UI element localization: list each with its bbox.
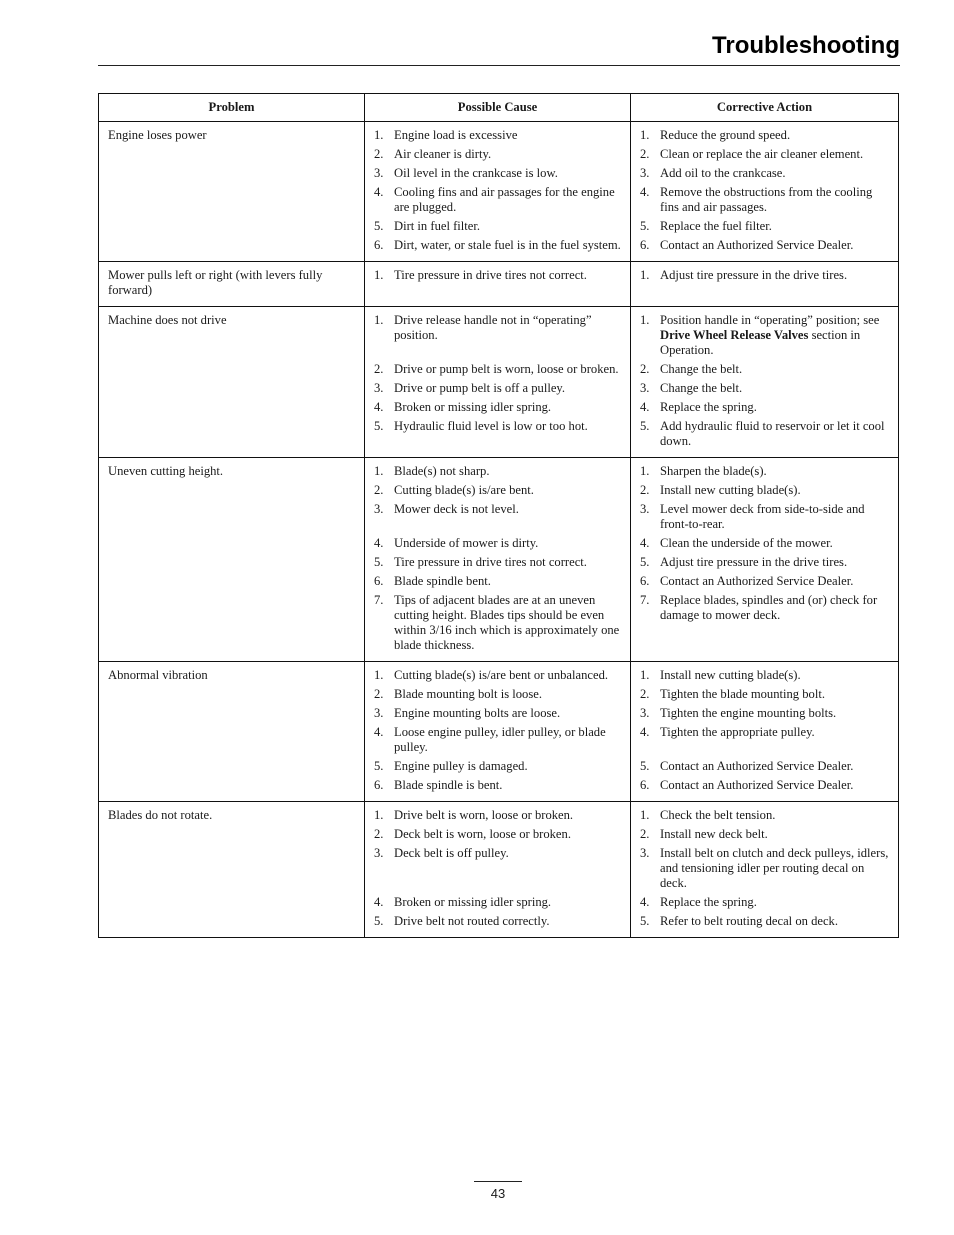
cause-text: Blade mounting bolt is loose. xyxy=(394,687,542,701)
item-number: 4. xyxy=(374,895,384,909)
item-number: 3. xyxy=(374,846,384,860)
item-number: 5. xyxy=(374,419,384,433)
column-header-corrective-action: Corrective Action xyxy=(631,94,899,122)
cause-text: Tips of adjacent blades are at an uneven cutting height. Blades tips should be even within 3/16 inch which is approximately one blade thickness. xyxy=(394,593,620,652)
cause-text: Air cleaner is dirty. xyxy=(394,147,492,161)
cause-text: Cutting blade(s) is/are bent. xyxy=(394,483,534,497)
action-text: Replace blades, spindles and (or) check for damage to mower deck. xyxy=(660,593,878,622)
action-item xyxy=(640,536,890,551)
cause-item xyxy=(374,706,622,721)
cause-text: Drive or pump belt is off a pulley. xyxy=(394,381,566,395)
cause-text: Drive belt not routed correctly. xyxy=(394,914,550,928)
item-number: 2. xyxy=(374,827,384,841)
corrective-action-cell xyxy=(631,662,899,802)
problem-cell xyxy=(99,802,365,938)
item-number: 5. xyxy=(374,759,384,773)
action-item xyxy=(640,808,890,823)
item-number: 6. xyxy=(640,778,650,792)
item-number: 1. xyxy=(640,313,650,327)
table-row xyxy=(99,307,899,458)
problem-text: Abnormal vibration xyxy=(108,668,208,682)
item-number: 1. xyxy=(374,128,384,142)
table-row xyxy=(99,122,899,262)
problem-cell xyxy=(99,662,365,802)
action-item xyxy=(640,502,890,532)
action-text: Contact an Authorized Service Dealer. xyxy=(660,238,854,252)
item-number: 4. xyxy=(374,725,384,739)
item-number: 5. xyxy=(640,555,650,569)
cause-item xyxy=(374,593,622,653)
action-text: Refer to belt routing decal on deck. xyxy=(660,914,838,928)
cause-item xyxy=(374,166,622,181)
cause-text: Oil level in the crankcase is low. xyxy=(394,166,558,180)
item-number: 6. xyxy=(640,238,650,252)
item-number: 1. xyxy=(374,464,384,478)
corrective-action-cell xyxy=(631,307,899,458)
corrective-action-cell xyxy=(631,802,899,938)
action-text: Check the belt tension. xyxy=(660,808,776,822)
possible-cause-cell xyxy=(365,802,631,938)
cause-text: Drive release handle not in “operating” position. xyxy=(394,313,592,342)
item-number: 1. xyxy=(374,808,384,822)
item-number: 6. xyxy=(374,238,384,252)
problem-text: Mower pulls left or right (with levers fully forward) xyxy=(108,268,323,297)
item-number: 1. xyxy=(640,464,650,478)
action-item xyxy=(640,668,890,683)
cause-item xyxy=(374,268,622,283)
item-number: 1. xyxy=(640,808,650,822)
item-number: 3. xyxy=(374,381,384,395)
cause-text: Underside of mower is dirty. xyxy=(394,536,539,550)
item-number: 3. xyxy=(640,706,650,720)
item-number: 5. xyxy=(640,219,650,233)
action-text: Reduce the ground speed. xyxy=(660,128,791,142)
item-number: 2. xyxy=(640,147,650,161)
problem-text: Blades do not rotate. xyxy=(108,808,213,822)
cause-text: Blade spindle bent. xyxy=(394,574,491,588)
problem-cell xyxy=(99,458,365,662)
action-text: Replace the spring. xyxy=(660,895,757,909)
action-item xyxy=(640,419,890,449)
action-text: Sharpen the blade(s). xyxy=(660,464,767,478)
cause-text: Mower deck is not level. xyxy=(394,502,519,516)
action-item xyxy=(640,846,890,891)
cause-item xyxy=(374,219,622,234)
cause-text: Hydraulic fluid level is low or too hot. xyxy=(394,419,588,433)
action-item xyxy=(640,147,890,162)
item-number: 5. xyxy=(640,914,650,928)
item-number: 3. xyxy=(640,381,650,395)
cause-text: Dirt, water, or stale fuel is in the fuel system. xyxy=(394,238,621,252)
cause-item xyxy=(374,536,622,551)
action-item xyxy=(640,895,890,910)
action-item xyxy=(640,759,890,774)
item-number: 3. xyxy=(374,502,384,516)
cause-text: Tire pressure in drive tires not correct. xyxy=(394,555,587,569)
problem-cell xyxy=(99,262,365,307)
item-number: 1. xyxy=(374,313,384,327)
cause-text: Engine pulley is damaged. xyxy=(394,759,528,773)
page-footer xyxy=(474,1181,522,1201)
corrective-action-cell xyxy=(631,122,899,262)
problem-text: Machine does not drive xyxy=(108,313,227,327)
item-number: 4. xyxy=(640,895,650,909)
cause-item xyxy=(374,827,622,842)
action-text: Add oil to the crankcase. xyxy=(660,166,786,180)
cause-item xyxy=(374,483,622,498)
problem-text: Engine loses power xyxy=(108,128,207,142)
cause-item xyxy=(374,914,622,929)
action-item xyxy=(640,400,890,415)
page-title: Troubleshooting xyxy=(712,32,900,59)
item-number: 4. xyxy=(374,185,384,199)
troubleshooting-table xyxy=(98,93,899,938)
action-item xyxy=(640,687,890,702)
problem-cell xyxy=(99,122,365,262)
action-item xyxy=(640,185,890,215)
action-item xyxy=(640,574,890,589)
action-item xyxy=(640,464,890,479)
section-reference: Drive Wheel Release Valves xyxy=(660,328,809,342)
cause-text: Engine mounting bolts are loose. xyxy=(394,706,561,720)
action-text: Replace the fuel filter. xyxy=(660,219,772,233)
page-header xyxy=(98,30,900,66)
action-text xyxy=(660,313,890,358)
item-number: 2. xyxy=(640,483,650,497)
cause-item xyxy=(374,128,622,143)
item-number: 5. xyxy=(640,759,650,773)
action-item xyxy=(640,381,890,396)
cause-item xyxy=(374,846,622,891)
action-item xyxy=(640,166,890,181)
action-text: Level mower deck from side-to-side and front-to-rear. xyxy=(660,502,865,531)
action-item xyxy=(640,238,890,253)
item-number: 5. xyxy=(374,914,384,928)
cause-item xyxy=(374,687,622,702)
action-text: Contact an Authorized Service Dealer. xyxy=(660,574,854,588)
cause-item xyxy=(374,419,622,449)
action-text: Install new cutting blade(s). xyxy=(660,483,801,497)
cause-text: Drive or pump belt is worn, loose or broken. xyxy=(394,362,619,376)
cause-text: Blade(s) not sharp. xyxy=(394,464,490,478)
cause-text: Broken or missing idler spring. xyxy=(394,400,552,414)
item-number: 2. xyxy=(640,362,650,376)
item-number: 7. xyxy=(374,593,384,607)
item-number: 6. xyxy=(640,574,650,588)
cause-item xyxy=(374,185,622,215)
item-number: 4. xyxy=(374,536,384,550)
cause-item xyxy=(374,313,622,358)
item-number: 2. xyxy=(374,687,384,701)
item-number: 2. xyxy=(640,827,650,841)
cause-text: Deck belt is worn, loose or broken. xyxy=(394,827,571,841)
cause-item xyxy=(374,759,622,774)
cause-item xyxy=(374,381,622,396)
item-number: 5. xyxy=(640,419,650,433)
page-number: 43 xyxy=(490,1186,506,1201)
cause-item xyxy=(374,147,622,162)
cause-item xyxy=(374,778,622,793)
item-number: 4. xyxy=(640,185,650,199)
cause-item xyxy=(374,808,622,823)
item-number: 1. xyxy=(640,268,650,282)
item-number: 1. xyxy=(374,668,384,682)
action-text-post: section in Operation. xyxy=(660,328,861,357)
item-number: 2. xyxy=(374,483,384,497)
action-item xyxy=(640,128,890,143)
action-text: Add hydraulic fluid to reservoir or let it cool down. xyxy=(660,419,885,448)
action-item xyxy=(640,313,890,358)
cause-text: Broken or missing idler spring. xyxy=(394,895,552,909)
item-number: 2. xyxy=(374,362,384,376)
possible-cause-cell xyxy=(365,662,631,802)
action-text: Tighten the blade mounting bolt. xyxy=(660,687,825,701)
item-number: 3. xyxy=(640,502,650,516)
action-item xyxy=(640,706,890,721)
cause-item xyxy=(374,502,622,532)
cause-item xyxy=(374,668,622,683)
item-number: 5. xyxy=(374,219,384,233)
action-item xyxy=(640,593,890,653)
table-body xyxy=(99,122,899,938)
column-header-possible-cause: Possible Cause xyxy=(365,94,631,122)
item-number: 3. xyxy=(374,166,384,180)
cause-item xyxy=(374,238,622,253)
table-row xyxy=(99,458,899,662)
item-number: 1. xyxy=(640,668,650,682)
action-item xyxy=(640,555,890,570)
action-text-pre: Position handle in “operating” position; see xyxy=(660,313,880,327)
action-item xyxy=(640,778,890,793)
cause-text: Blade spindle is bent. xyxy=(394,778,503,792)
item-number: 3. xyxy=(374,706,384,720)
possible-cause-cell xyxy=(365,458,631,662)
cause-text: Loose engine pulley, idler pulley, or blade pulley. xyxy=(394,725,606,754)
problem-cell xyxy=(99,307,365,458)
table-header-row xyxy=(99,94,899,122)
action-item xyxy=(640,483,890,498)
item-number: 3. xyxy=(640,846,650,860)
table-row xyxy=(99,802,899,938)
action-text: Install belt on clutch and deck pulleys, idlers, and tensioning idler per routing decal on deck. xyxy=(660,846,889,890)
action-text: Adjust tire pressure in the drive tires. xyxy=(660,555,848,569)
possible-cause-cell xyxy=(365,122,631,262)
action-text: Clean the underside of the mower. xyxy=(660,536,833,550)
cause-item xyxy=(374,400,622,415)
cause-item xyxy=(374,725,622,755)
action-item xyxy=(640,827,890,842)
item-number: 6. xyxy=(374,574,384,588)
action-text: Contact an Authorized Service Dealer. xyxy=(660,759,854,773)
cause-text: Deck belt is off pulley. xyxy=(394,846,509,860)
corrective-action-cell xyxy=(631,262,899,307)
action-item xyxy=(640,219,890,234)
action-item xyxy=(640,362,890,377)
action-text: Install new deck belt. xyxy=(660,827,768,841)
cause-text: Cutting blade(s) is/are bent or unbalanced. xyxy=(394,668,609,682)
item-number: 4. xyxy=(640,536,650,550)
item-number: 4. xyxy=(640,400,650,414)
problem-text: Uneven cutting height. xyxy=(108,464,224,478)
action-item xyxy=(640,725,890,755)
table-row xyxy=(99,662,899,802)
cause-text: Cooling fins and air passages for the engine are plugged. xyxy=(394,185,615,214)
item-number: 7. xyxy=(640,593,650,607)
action-text: Adjust tire pressure in the drive tires. xyxy=(660,268,848,282)
item-number: 1. xyxy=(374,268,384,282)
table-row xyxy=(99,262,899,307)
item-number: 2. xyxy=(640,687,650,701)
action-text: Contact an Authorized Service Dealer. xyxy=(660,778,854,792)
action-text: Change the belt. xyxy=(660,381,743,395)
action-text: Remove the obstructions from the cooling fins and air passages. xyxy=(660,185,873,214)
cause-item xyxy=(374,895,622,910)
item-number: 6. xyxy=(374,778,384,792)
cause-text: Tire pressure in drive tires not correct. xyxy=(394,268,587,282)
action-item xyxy=(640,268,890,283)
cause-item xyxy=(374,464,622,479)
action-text: Tighten the appropriate pulley. xyxy=(660,725,815,739)
action-text: Change the belt. xyxy=(660,362,743,376)
item-number: 2. xyxy=(374,147,384,161)
cause-item xyxy=(374,362,622,377)
cause-item xyxy=(374,555,622,570)
item-number: 4. xyxy=(640,725,650,739)
action-text: Install new cutting blade(s). xyxy=(660,668,801,682)
possible-cause-cell xyxy=(365,307,631,458)
action-text: Replace the spring. xyxy=(660,400,757,414)
cause-text: Drive belt is worn, loose or broken. xyxy=(394,808,574,822)
column-header-problem: Problem xyxy=(99,94,365,122)
action-text: Tighten the engine mounting bolts. xyxy=(660,706,837,720)
cause-text: Engine load is excessive xyxy=(394,128,518,142)
cause-text: Dirt in fuel filter. xyxy=(394,219,481,233)
cause-item xyxy=(374,574,622,589)
possible-cause-cell xyxy=(365,262,631,307)
item-number: 5. xyxy=(374,555,384,569)
corrective-action-cell xyxy=(631,458,899,662)
item-number: 4. xyxy=(374,400,384,414)
action-text: Clean or replace the air cleaner element. xyxy=(660,147,864,161)
action-item xyxy=(640,914,890,929)
item-number: 1. xyxy=(640,128,650,142)
item-number: 3. xyxy=(640,166,650,180)
